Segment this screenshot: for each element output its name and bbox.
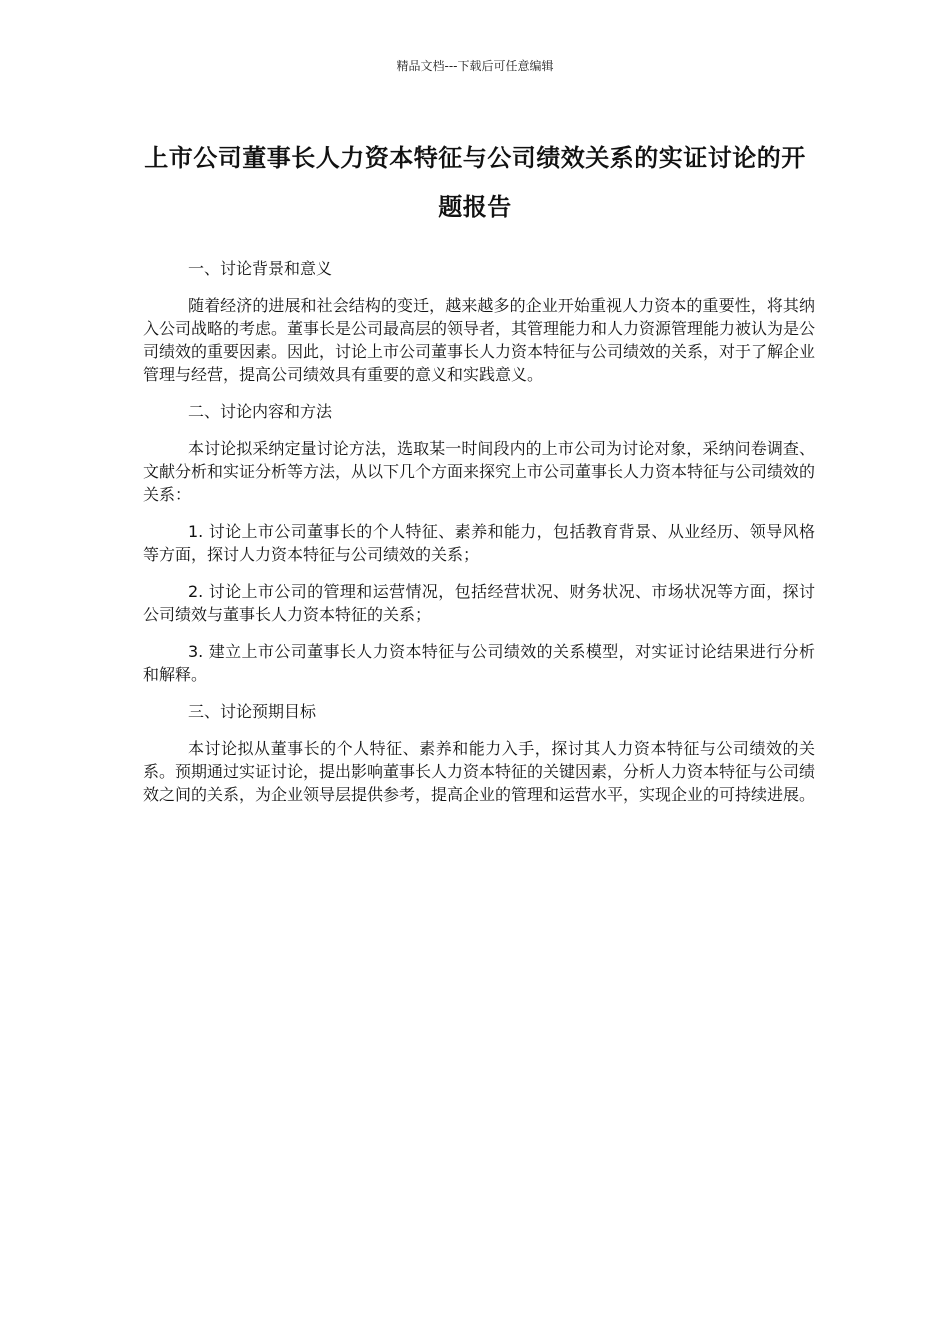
section-heading-content-method: 二、讨论内容和方法	[188, 402, 333, 421]
paragraph-method: 本讨论拟采纳定量讨论方法，选取某一时间段内的上市公司为讨论对象，采纳问卷调查、文献分析和实证分析等方法，从以下几个方面来探究上市公司董事长人力资本特征与公司绩效的关系：	[143, 439, 816, 504]
list-item-2: 2. 讨论上市公司的管理和运营情况，包括经营状况、财务状况、市场状况等方面，探讨公司绩效与董事长人力资本特征的关系；	[143, 582, 815, 624]
section-heading-background: 一、讨论背景和意义	[188, 259, 333, 278]
section-heading-goals: 三、讨论预期目标	[188, 702, 317, 721]
paragraph-goals: 本讨论拟从董事长的个人特征、素养和能力入手，探讨其人力资本特征与公司绩效的关系。预期通过实证讨论，提出影响董事长人力资本特征的关键因素，分析人力资本特征与公司绩效之间的关系，为企业领导层提供参考，提高企业的管理和运营水平，实现企业的可持续进展。	[143, 739, 816, 804]
paragraph-background: 随着经济的进展和社会结构的变迁，越来越多的企业开始重视人力资本的重要性，将其纳入公司战略的考虑。董事长是公司最高层的领导者，其管理能力和人力资源管理能力被认为是公司绩效的重要因素。因此，讨论上市公司董事长人力资本特征与公司绩效的关系，对于了解企业管理与经营，提高公司绩效具有重要的意义和实践意义。	[143, 296, 816, 384]
document-title: 上市公司董事长人力资本特征与公司绩效关系的实证讨论的开题报告	[144, 144, 806, 221]
list-item-3: 3. 建立上市公司董事长人力资本特征与公司绩效的关系模型，对实证讨论结果进行分析和解释。	[143, 642, 815, 684]
header-note: 精品文档---下载后可任意编辑	[396, 59, 554, 73]
list-item-1: 1. 讨论上市公司董事长的个人特征、素养和能力，包括教育背景、从业经历、领导风格等方面，探讨人力资本特征与公司绩效的关系；	[143, 522, 815, 564]
document-body	[143, 257, 815, 820]
